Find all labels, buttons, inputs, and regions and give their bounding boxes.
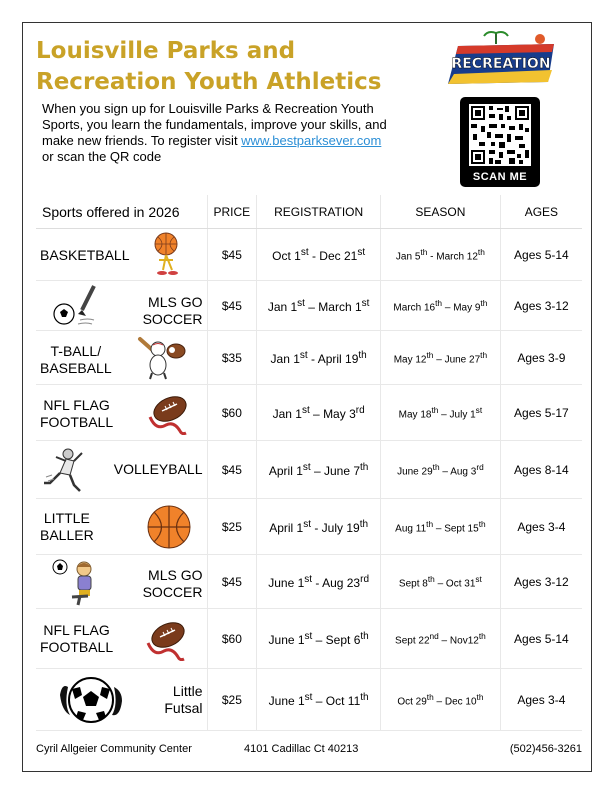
reg-start-suffix: st [304, 573, 313, 585]
ages-cell: Ages 3-4 [500, 499, 582, 555]
season-start-suffix: th [426, 349, 434, 360]
season-separator: - [427, 251, 437, 263]
reg-start-suffix: st [301, 404, 310, 416]
registration-cell [257, 331, 381, 385]
reg-start-suffix: st [297, 297, 305, 309]
season-cell [381, 229, 501, 281]
sport-name: NFL FLAG FOOTBALL [40, 397, 114, 430]
reg-end: Oct 11 [325, 693, 361, 708]
sport-name: BASKETBALL [40, 247, 130, 263]
reg-start-suffix: st [304, 691, 313, 703]
season-end: July 1 [449, 409, 476, 421]
season-end-suffix: st [475, 404, 483, 415]
table-row [36, 385, 582, 441]
reg-end-suffix: th [360, 691, 369, 703]
table-header-row [36, 195, 582, 229]
column-header-registration: REGISTRATION [257, 195, 381, 229]
price-cell: $45 [207, 229, 257, 281]
season-end-suffix: th [478, 630, 486, 641]
qr-code-icon [469, 104, 531, 166]
sport-cell [36, 499, 207, 555]
reg-start-suffix: st [303, 518, 311, 530]
season-start-suffix: nd [429, 630, 439, 641]
season-start: Aug 11 [395, 523, 427, 535]
reg-end: Dec 21 [319, 248, 358, 263]
season-separator: – [433, 696, 445, 708]
sport-cell [36, 441, 207, 499]
season-start-suffix: th [432, 461, 440, 472]
registration-cell [257, 555, 381, 609]
recreation-logo [444, 30, 558, 90]
reg-start-suffix: st [300, 246, 309, 258]
sports-table [36, 195, 582, 731]
table-row [36, 609, 582, 669]
sport-name: VOLLEYBALL [113, 461, 203, 477]
register-link[interactable]: www.bestparksever.com [241, 133, 382, 148]
season-start: Sept 8 [398, 578, 428, 590]
season-separator: – [442, 302, 454, 314]
season-start: May 18 [398, 409, 432, 421]
season-separator: – [434, 578, 446, 590]
season-end: March 12 [436, 251, 478, 263]
sport-cell [36, 609, 207, 669]
basketball-icon [146, 504, 192, 550]
sport-cell [36, 555, 207, 609]
season-separator: – [439, 466, 451, 478]
ages-cell: Ages 3-12 [500, 555, 582, 609]
baseball-player-icon [136, 333, 188, 381]
season-start: June 29 [397, 466, 433, 478]
column-header-ages: AGES [500, 195, 582, 229]
reg-end-suffix: st [357, 246, 366, 258]
reg-start: April 1 [269, 520, 304, 535]
season-separator: – [433, 523, 445, 535]
season-separator: – [438, 409, 450, 421]
footer-center-name: Cyril Allgeier Community Center [36, 743, 192, 755]
reg-separator: - [311, 520, 322, 535]
reg-start-suffix: st [302, 461, 311, 473]
sport-name: Little Futsal [164, 683, 203, 716]
season-cell [381, 281, 501, 331]
table-row [36, 499, 582, 555]
reg-separator: - [312, 575, 323, 590]
title-line-2: Recreation Youth Athletics [36, 69, 382, 95]
reg-separator: – [312, 632, 326, 647]
reg-end: May 3 [323, 406, 356, 421]
season-end: May 9 [453, 302, 481, 314]
price-cell: $45 [207, 555, 257, 609]
soccer-ball-icon [58, 675, 124, 725]
ages-cell: Ages 5-14 [500, 609, 582, 669]
column-header-price: PRICE [207, 195, 257, 229]
season-cell [381, 441, 501, 499]
reg-end: March 1 [318, 299, 362, 314]
reg-end: June 7 [324, 463, 361, 478]
footer-phone: (502)456-3261 [509, 743, 582, 755]
season-start-suffix: th [431, 404, 439, 415]
season-cell [381, 385, 501, 441]
soccer-kick-icon [50, 284, 100, 328]
season-start: May 12 [393, 354, 427, 366]
price-cell: $35 [207, 331, 257, 385]
sport-name: NFL FLAG FOOTBALL [40, 622, 114, 655]
reg-start: June 1 [268, 575, 305, 590]
reg-start-suffix: st [304, 630, 313, 642]
reg-start: Oct 1 [272, 248, 301, 263]
sport-name: MLS GO SOCCER [142, 567, 203, 600]
registration-cell [257, 281, 381, 331]
sport-name: LITTLE BALLER [40, 510, 94, 543]
registration-cell [257, 385, 381, 441]
sport-cell [36, 385, 207, 441]
reg-end: July 19 [321, 520, 360, 535]
reg-end: April 19 [317, 351, 359, 366]
reg-separator: – [312, 693, 326, 708]
season-start: Oct 29 [397, 696, 427, 708]
reg-separator: - [307, 351, 318, 366]
reg-start: June 1 [268, 693, 305, 708]
registration-cell [257, 441, 381, 499]
reg-separator: – [310, 463, 324, 478]
table-row [36, 331, 582, 385]
table-row [36, 669, 582, 731]
ages-cell: Ages 8-14 [500, 441, 582, 499]
season-start-suffix: th [435, 297, 443, 308]
season-cell [381, 499, 501, 555]
footer-address: 4101 Cadillac Ct 40213 [244, 743, 359, 755]
season-end: June 27 [444, 354, 481, 366]
sport-name: MLS GO SOCCER [142, 294, 203, 327]
page-title [36, 36, 416, 98]
reg-end-suffix: rd [355, 404, 365, 416]
reg-separator: - [308, 248, 320, 263]
season-end: Aug 3 [450, 466, 477, 478]
season-start: Sept 22 [395, 635, 430, 647]
table-row [36, 555, 582, 609]
season-start-suffix: th [426, 518, 434, 529]
ages-cell: Ages 5-17 [500, 385, 582, 441]
price-cell: $60 [207, 385, 257, 441]
season-end: Nov12 [449, 635, 479, 647]
table-row [36, 281, 582, 331]
reg-separator: – [309, 406, 324, 421]
ages-cell: Ages 5-14 [500, 229, 582, 281]
season-separator: – [433, 354, 445, 366]
season-end: Sept 15 [444, 523, 479, 535]
football-flag-icon [146, 391, 190, 435]
reg-end-suffix: th [359, 518, 369, 530]
reg-start: June 1 [268, 632, 305, 647]
column-header-sport: Sports offered in 2026 [36, 195, 207, 229]
price-cell: $25 [207, 669, 257, 731]
season-start-suffix: th [426, 691, 434, 702]
reg-end-suffix: th [360, 461, 369, 473]
reg-end-suffix: th [360, 630, 369, 642]
reg-start: Jan 1 [272, 406, 302, 421]
season-end: Dec 10 [444, 696, 477, 708]
ages-cell: Ages 3-12 [500, 281, 582, 331]
season-end-suffix: rd [476, 461, 484, 472]
price-cell: $45 [207, 281, 257, 331]
qr-code-block[interactable] [460, 97, 540, 187]
reg-end: Aug 23 [322, 575, 361, 590]
season-cell [381, 555, 501, 609]
sport-cell [36, 281, 207, 331]
reg-end: Sept 6 [325, 632, 361, 647]
season-end-suffix: st [475, 573, 482, 584]
sport-cell [36, 229, 207, 281]
intro-text: When you sign up for Louisville Parks & Recreation Youth Sports, you learn the fundamentals, improve your skills, and make new friends. To register visit [42, 101, 387, 148]
football-flag-icon [144, 617, 188, 661]
registration-cell [257, 499, 381, 555]
reg-end-suffix: rd [360, 573, 370, 585]
season-start: Jan 5 [395, 251, 421, 263]
table-row [36, 229, 582, 281]
reg-start: Jan 1 [267, 299, 298, 314]
sport-cell [36, 669, 207, 731]
price-cell: $60 [207, 609, 257, 669]
season-start-suffix: th [420, 246, 428, 257]
intro-paragraph [42, 101, 392, 165]
intro-tail: or scan the QR code [42, 149, 162, 164]
kid-soccer-icon [52, 557, 100, 607]
price-cell: $45 [207, 441, 257, 499]
season-end-suffix: th [480, 297, 488, 308]
season-end-suffix: th [480, 349, 488, 360]
column-header-season: SEASON [381, 195, 501, 229]
registration-cell [257, 669, 381, 731]
reg-separator: – [304, 299, 319, 314]
ages-cell: Ages 3-4 [500, 669, 582, 731]
season-separator: – [438, 635, 450, 647]
reg-start: April 1 [268, 463, 303, 478]
registration-cell [257, 229, 381, 281]
season-end-suffix: th [478, 518, 486, 529]
reg-end-suffix: st [361, 297, 370, 309]
season-cell [381, 609, 501, 669]
season-start: March 16 [393, 302, 436, 314]
price-cell: $25 [207, 499, 257, 555]
season-end-suffix: th [476, 691, 484, 702]
season-end: Oct 31 [445, 578, 476, 590]
registration-cell [257, 609, 381, 669]
reg-start-suffix: st [299, 349, 308, 361]
sport-name: T-BALL/ BASEBALL [40, 343, 112, 376]
table-row [36, 441, 582, 499]
season-end-suffix: th [477, 246, 485, 257]
title-line-1: Louisville Parks and [36, 38, 296, 64]
sport-cell [36, 331, 207, 385]
ages-cell: Ages 3-9 [500, 331, 582, 385]
reg-end-suffix: th [358, 349, 367, 361]
season-cell [381, 331, 501, 385]
basketball-player-icon [146, 232, 186, 278]
logo-text: RECREATION [451, 56, 551, 72]
reg-start: Jan 1 [270, 351, 300, 366]
season-cell [381, 669, 501, 731]
season-start-suffix: th [427, 573, 435, 584]
scan-me-label: SCAN ME [472, 171, 528, 183]
volleyball-player-icon [40, 447, 88, 493]
